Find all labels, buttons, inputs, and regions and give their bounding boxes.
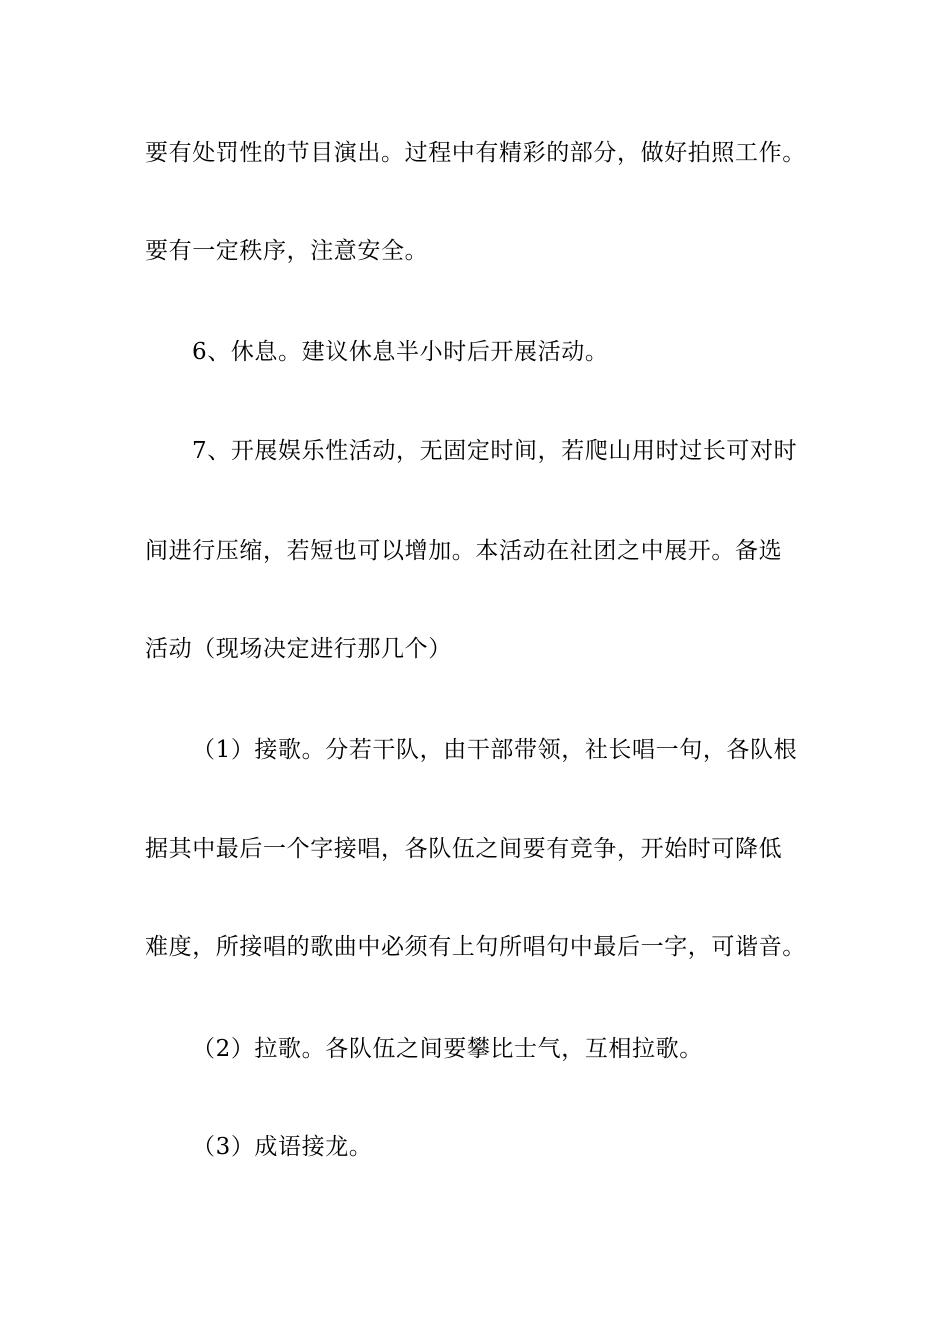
text-line-1: 要有处罚性的节目演出。过程中有精彩的部分，做好拍照工作。 <box>145 140 806 166</box>
text-line-5: 间进行压缩，若短也可以增加。本活动在社团之中展开。备选 <box>145 538 783 564</box>
text-line-2: 要有一定秩序，注意安全。 <box>145 238 429 264</box>
text-line-7: （1）接歌。分若干队，由干部带领，社长唱一句，各队根 <box>192 737 798 763</box>
text-line-3: 6、休息。建议休息半小时后开展活动。 <box>192 339 609 365</box>
text-line-4: 7、开展娱乐性活动，无固定时间，若爬山用时过长可对时 <box>192 438 798 464</box>
text-line-8: 据其中最后一个字接唱，各队伍之间要有竞争，开始时可降低 <box>145 836 783 862</box>
text-line-9: 难度，所接唱的歌曲中必须有上句所唱句中最后一字，可谐音。 <box>145 934 806 960</box>
text-line-6: 活动（现场决定进行那几个） <box>145 636 452 662</box>
text-line-11: （3）成语接龙。 <box>192 1134 373 1160</box>
text-line-10: （2）拉歌。各队伍之间要攀比士气，互相拉歌。 <box>192 1036 703 1062</box>
